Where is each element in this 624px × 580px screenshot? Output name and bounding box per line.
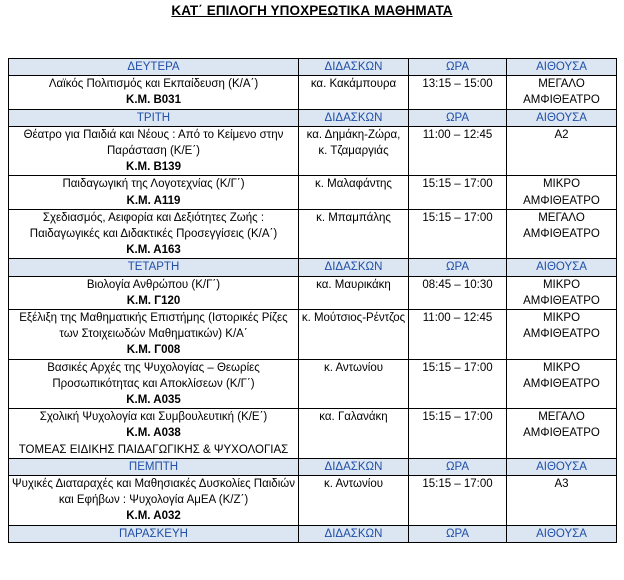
course-title: Σχολική Ψυχολογία και Συμβουλευτική (Κ/Ε΄) xyxy=(39,411,268,424)
day-header-row xyxy=(9,525,617,542)
teacher-cell: κ. Αντωνίου xyxy=(299,359,409,409)
teacher-header: ΔΙΔΑΣΚΩΝ xyxy=(299,458,409,475)
course-row xyxy=(9,409,617,459)
time-header: ΩΡΑ xyxy=(409,109,507,126)
course-code: Κ.Μ. Γ120 xyxy=(126,294,181,307)
teacher-header: ΔΙΔΑΣΚΩΝ xyxy=(299,109,409,126)
teacher-cell: κ. Μούτσιος-Ρέντζος xyxy=(299,310,409,360)
room-cell: ΜΕΓΑΛΟ ΑΜΦΙΘΕΑΤΡΟ xyxy=(507,209,617,259)
time-header: ΩΡΑ xyxy=(409,59,507,76)
day-header-row xyxy=(9,259,617,276)
day-name: ΤΕΤΑΡΤΗ xyxy=(9,259,299,276)
day-name: ΠΑΡΑΣΚΕΥΗ xyxy=(9,525,299,542)
course-cell xyxy=(9,176,299,209)
time-cell: 11:00 – 12:45 xyxy=(409,126,507,176)
course-row xyxy=(9,476,617,526)
teacher-header: ΔΙΔΑΣΚΩΝ xyxy=(299,259,409,276)
teacher-header: ΔΙΔΑΣΚΩΝ xyxy=(299,59,409,76)
teacher-header: ΔΙΔΑΣΚΩΝ xyxy=(299,525,409,542)
teacher-cell: κα. Μαυρικάκη xyxy=(299,276,409,309)
teacher-cell: κα. Γαλανάκη xyxy=(299,409,409,459)
room-header: ΑΙΘΟΥΣΑ xyxy=(507,109,617,126)
time-header: ΩΡΑ xyxy=(409,458,507,475)
course-code: Κ.Μ. Α038 xyxy=(126,427,181,440)
teacher-cell: κα. Δημάκη-Ζώρα, κ. Τζαμαργιάς xyxy=(299,126,409,176)
course-cell xyxy=(9,310,299,360)
time-cell: 15:15 – 17:00 xyxy=(409,176,507,209)
room-cell: ΜΕΓΑΛΟ ΑΜΦΙΘΕΑΤΡΟ xyxy=(507,409,617,459)
room-cell: ΜΙΚΡΟ ΑΜΦΙΘΕΑΤΡΟ xyxy=(507,176,617,209)
course-cell xyxy=(9,409,299,459)
course-title: Θέατρο για Παιδιά και Νέους : Από το Κείμενο στην Παράσταση (Κ/Ε΄) xyxy=(23,128,284,158)
course-cell xyxy=(9,276,299,309)
day-header-row xyxy=(9,59,617,76)
course-cell xyxy=(9,476,299,526)
course-code: Κ.Μ. Α032 xyxy=(126,510,181,523)
day-name: ΠΕΜΠΤΗ xyxy=(9,458,299,475)
room-cell: ΜΙΚΡΟ ΑΜΦΙΘΕΑΤΡΟ xyxy=(507,276,617,309)
course-code: Κ.Μ. Β031 xyxy=(126,94,181,107)
room-cell: ΜΙΚΡΟ ΑΜΦΙΘΕΑΤΡΟ xyxy=(507,310,617,360)
course-code: Κ.Μ. Α119 xyxy=(126,194,181,207)
time-cell: 08:45 – 10:30 xyxy=(409,276,507,309)
course-cell xyxy=(9,359,299,409)
course-code: Κ.Μ. Α035 xyxy=(126,394,181,407)
teacher-cell: κ. Μπαμπάλης xyxy=(299,209,409,259)
time-cell: 11:00 – 12:45 xyxy=(409,310,507,360)
day-header-row xyxy=(9,109,617,126)
course-title: Σχεδιασμός, Αειφορία και Δεξιότητες Ζωής : Παιδαγωγικές και Διδακτικές Προσεγγίσεις (Κ/Α΄) xyxy=(29,211,278,241)
time-header: ΩΡΑ xyxy=(409,259,507,276)
time-header: ΩΡΑ xyxy=(409,525,507,542)
course-code: Κ.Μ. Γ008 xyxy=(126,344,181,357)
course-code: Κ.Μ. Α163 xyxy=(126,244,181,257)
time-cell: 15:15 – 17:00 xyxy=(409,476,507,526)
time-cell: 15:15 – 17:00 xyxy=(409,359,507,409)
course-code: Κ.Μ. Β139 xyxy=(126,161,181,174)
course-row xyxy=(9,209,617,259)
course-row xyxy=(9,276,617,309)
course-cell xyxy=(9,126,299,176)
day-name: ΔΕΥΤΕΡΑ xyxy=(9,59,299,76)
course-row xyxy=(9,176,617,209)
course-row xyxy=(9,76,617,109)
room-header: ΑΙΘΟΥΣΑ xyxy=(507,458,617,475)
course-title: Ψυχικές Διαταραχές και Μαθησιακές Δυσκολίες Παιδιών και Εφήβων : Ψυχολογία ΑμΕΑ (Κ/Ζ΄) xyxy=(12,478,295,507)
time-cell: 15:15 – 17:00 xyxy=(409,409,507,459)
course-title: Βασικές Αρχές της Ψυχολογίας – Θεωρίες Προσωπικότητας και Αποκλίσεων (Κ/Γ΄) xyxy=(47,361,260,390)
room-cell: Α3 xyxy=(507,476,617,526)
room-header: ΑΙΘΟΥΣΑ xyxy=(507,525,617,542)
room-cell: Α2 xyxy=(507,126,617,176)
course-title: Εξέλιξη της Μαθηματικής Επιστήμης (Ιστορικές Ρίζες των Στοιχειωδών Μαθηματικών) Κ/Α΄ xyxy=(19,312,288,341)
page-title: ΚΑΤ΄ ΕΠΙΛΟΓΗ ΥΠΟΧΡΕΩΤΙΚΑ ΜΑΘΗΜΑΤΑ xyxy=(171,3,453,18)
day-header-row xyxy=(9,458,617,475)
course-note: ΤΟΜΕΑΣ ΕΙΔΙΚΗΣ ΠΑΙΔΑΓΩΓΙΚΗΣ & ΨΥΧΟΛΟΓΙΑΣ xyxy=(18,443,289,456)
course-title: Λαϊκός Πολιτισμός και Εκπαίδευση (Κ/Α΄) xyxy=(48,78,259,91)
teacher-cell: κα. Κακάμπουρα xyxy=(299,76,409,109)
room-header: ΑΙΘΟΥΣΑ xyxy=(507,59,617,76)
course-title: Βιολογία Ανθρώπου (Κ/Γ΄) xyxy=(86,278,221,291)
teacher-cell: κ. Μαλαφάντης xyxy=(299,176,409,209)
teacher-cell: κ. Αντωνίου xyxy=(299,476,409,526)
room-cell: ΜΙΚΡΟ ΑΜΦΙΘΕΑΤΡΟ xyxy=(507,359,617,409)
time-cell: 13:15 – 15:00 xyxy=(409,76,507,109)
course-cell xyxy=(9,76,299,109)
course-row xyxy=(9,126,617,176)
time-cell: 15:15 – 17:00 xyxy=(409,209,507,259)
course-row xyxy=(9,310,617,360)
course-title: Παιδαγωγική της Λογοτεχνίας (Κ/Γ΄) xyxy=(62,178,245,191)
day-name: ΤΡΙΤΗ xyxy=(9,109,299,126)
course-row xyxy=(9,359,617,409)
room-cell: ΜΕΓΑΛΟ ΑΜΦΙΘΕΑΤΡΟ xyxy=(507,76,617,109)
course-cell xyxy=(9,209,299,259)
room-header: ΑΙΘΟΥΣΑ xyxy=(507,259,617,276)
schedule-table xyxy=(8,58,617,543)
